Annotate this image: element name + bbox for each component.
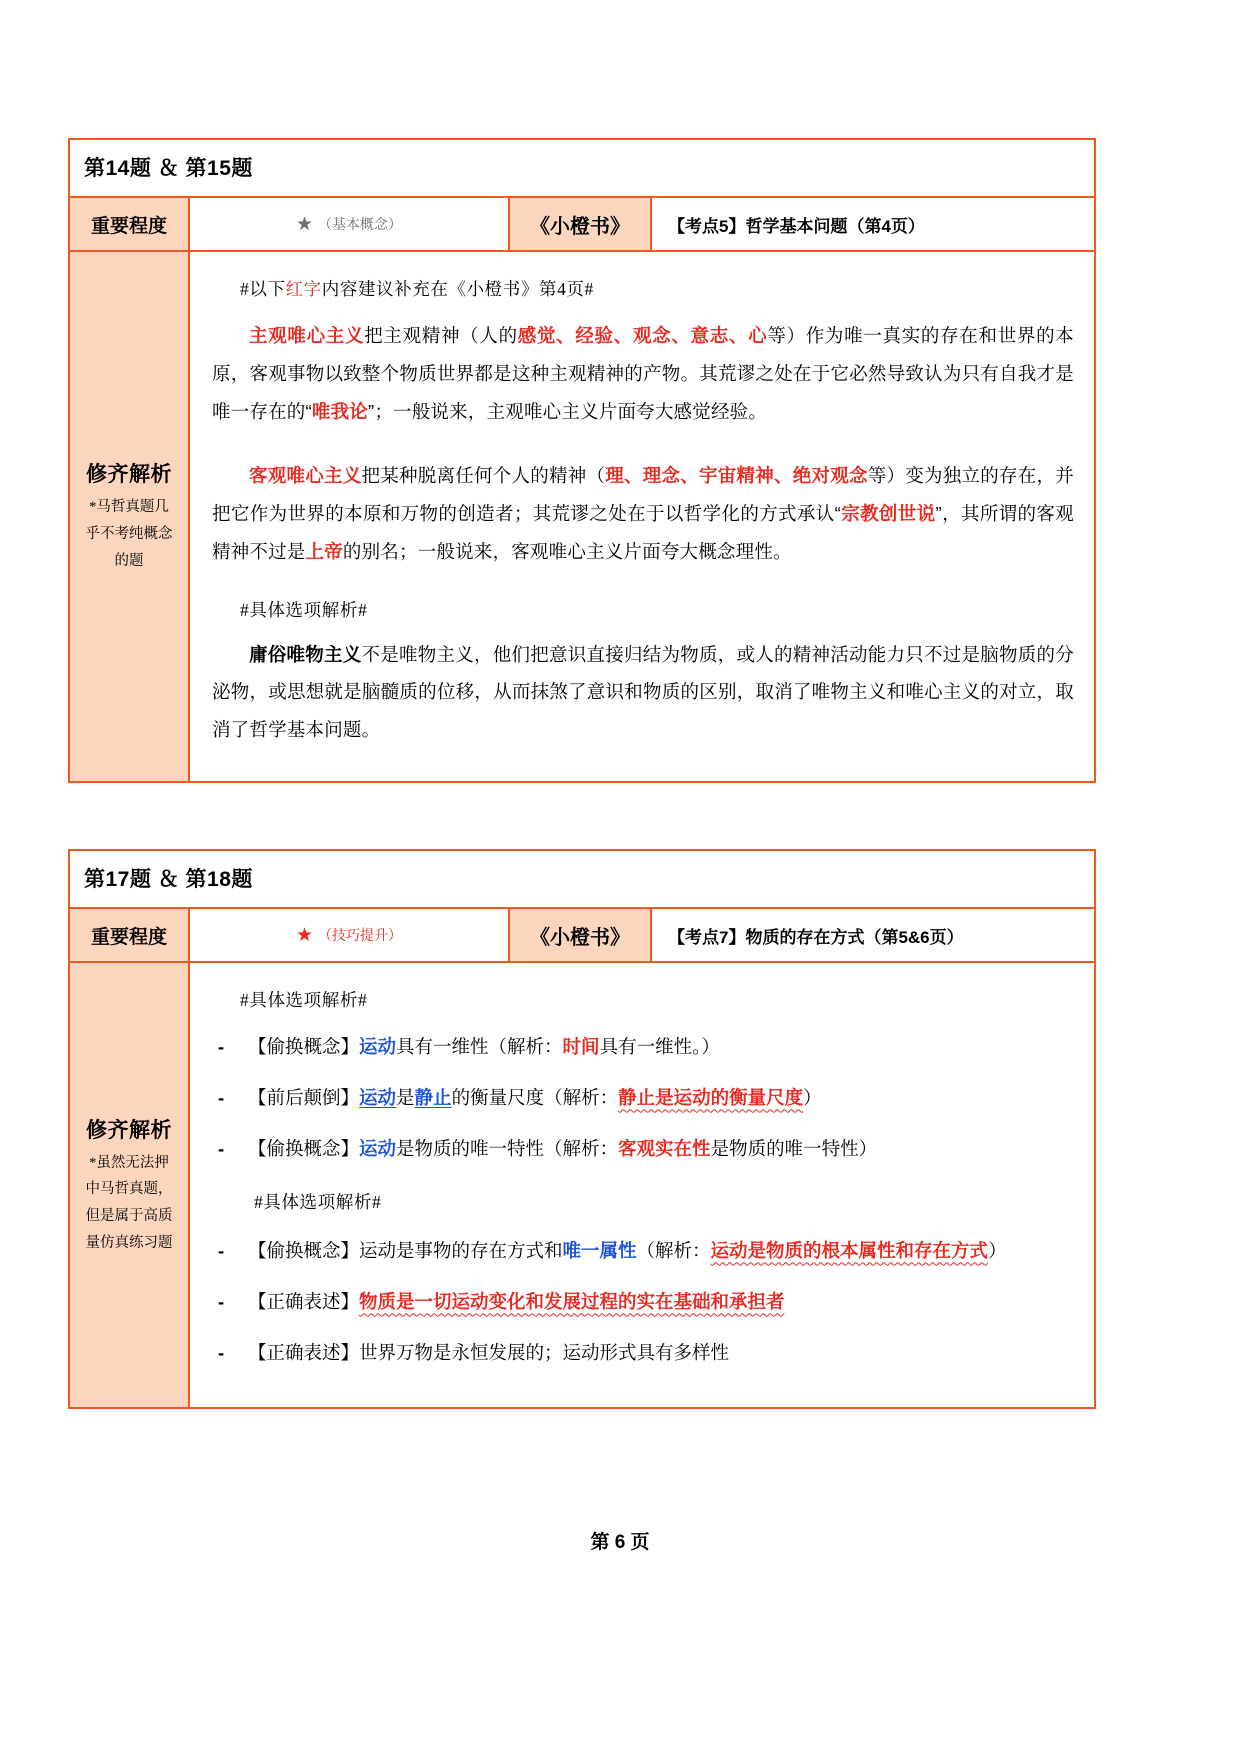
card-body-row (70, 252, 1094, 781)
card-meta-row (70, 198, 1094, 252)
question-card-1 (68, 138, 1096, 783)
analysis-title: 修齐解析 (86, 463, 172, 487)
card-title-2: 第17题 ＆ 第18题 (84, 868, 253, 892)
analysis-content (190, 252, 1094, 781)
card-meta-row-2 (70, 909, 1094, 963)
hash-note-1: #以下红字内容建议补充在《小橙书》第4页# (240, 279, 594, 299)
importance-note: （基本概念） (318, 218, 403, 233)
star-icon: ★ (295, 213, 314, 235)
option-list-2 (212, 1232, 1074, 1371)
list-item: - 【偷换概念】运动是事物的存在方式和唯一属性（解析：运动是物质的根本属性和存在方式） (212, 1232, 1074, 1269)
card-title-row (70, 140, 1094, 198)
dash-marker: - (218, 1036, 225, 1058)
analysis-sidebar-2 (70, 963, 190, 1407)
dash-marker: - (218, 1138, 225, 1160)
hash-note-2-b: #具体选项解析# (254, 1192, 382, 1213)
knowledge-point-label: 【考点5】哲学基本问题（第4页） (668, 216, 925, 236)
paragraph-vulgar-materialism: 庸俗唯物主义不是唯物主义，他们把意识直接归结为物质，或人的精神活动能力只不过是脑物质的分泌物，或思想就是脑髓质的位移，从而抹煞了意识和物质的区别，取消了唯物主义和唯心主义的对立，取消了哲学基本问题。 (212, 643, 1075, 741)
analysis-content-2 (190, 963, 1094, 1407)
star-icon: ★ (295, 924, 314, 946)
importance-label-2: 重要程度 (70, 909, 190, 961)
dash-marker: - (218, 1087, 225, 1109)
list-item: - 【偷换概念】运动具有一维性（解析：时间具有一维性。） (212, 1028, 1074, 1065)
analysis-note-2: *虽然无法押中马哲真题，但是属于高质量仿真练习题 (85, 1154, 173, 1252)
list-item: - 【偷换概念】运动是物质的唯一特性（解析：客观实在性是物质的唯一特性） (212, 1130, 1074, 1167)
hash-note-2: #具体选项解析# (240, 599, 368, 620)
analysis-sidebar (70, 252, 190, 781)
paragraph-objective-idealism: 客观唯心主义把某种脱离任何个人的精神（理、理念、宇宙精神、绝对观念等）变为独立的存在，并把它作为世界的本原和万物的创造者；其荒谬之处在于以哲学化的方式承认“宗教创世说”，其所谓的客观精神不过是上帝的别名；一般说来，客观唯心主义片面夸大概念理性。 (212, 464, 1075, 562)
list-item: - 【前后颠倒】运动是静止的衡量尺度（解析：静止是运动的衡量尺度） (212, 1079, 1074, 1116)
importance-label: 重要程度 (70, 198, 190, 250)
dash-marker: - (218, 1342, 225, 1364)
section-gap (68, 783, 1172, 849)
importance-rating (190, 198, 510, 250)
question-card-2 (68, 849, 1096, 1409)
list-item: - 【正确表述】世界万物是永恒发展的；运动形式具有多样性 (212, 1334, 1074, 1371)
dash-marker: - (218, 1291, 225, 1313)
card-title-row-2 (70, 851, 1094, 909)
importance-rating-2 (190, 909, 510, 961)
option-list-1 (212, 1028, 1074, 1167)
dash-marker: - (218, 1240, 225, 1262)
analysis-title-2: 修齐解析 (86, 1118, 172, 1142)
list-item: - 【正确表述】物质是一切运动变化和发展过程的实在基础和承担者 (212, 1283, 1074, 1320)
analysis-note: *马哲真题几乎不考纯概念的题 (85, 499, 173, 570)
book-label: 《小橙书》 (510, 198, 652, 250)
page-footer: 第 6 页 (590, 1532, 650, 1553)
importance-note-2: （技巧提升） (318, 929, 403, 945)
card-title: 第14题 ＆ 第15题 (84, 157, 253, 180)
hash-note-1-b: #具体选项解析# (240, 990, 368, 1011)
book-label-2: 《小橙书》 (510, 909, 652, 961)
card-body-row-2 (70, 963, 1094, 1407)
knowledge-point-label-2: 【考点7】物质的存在方式（第5&6页） (668, 927, 964, 947)
paragraph-subjective-idealism: 主观唯心主义把主观精神（人的感觉、经验、观念、意志、心等）作为唯一真实的存在和世界的本原，客观事物以致整个物质世界都是这种主观精神的产物。其荒谬之处在于它必然导致认为只有自我才是唯一存在的“唯我论”；一般说来，主观唯心主义片面夸大感觉经验。 (212, 325, 1074, 422)
